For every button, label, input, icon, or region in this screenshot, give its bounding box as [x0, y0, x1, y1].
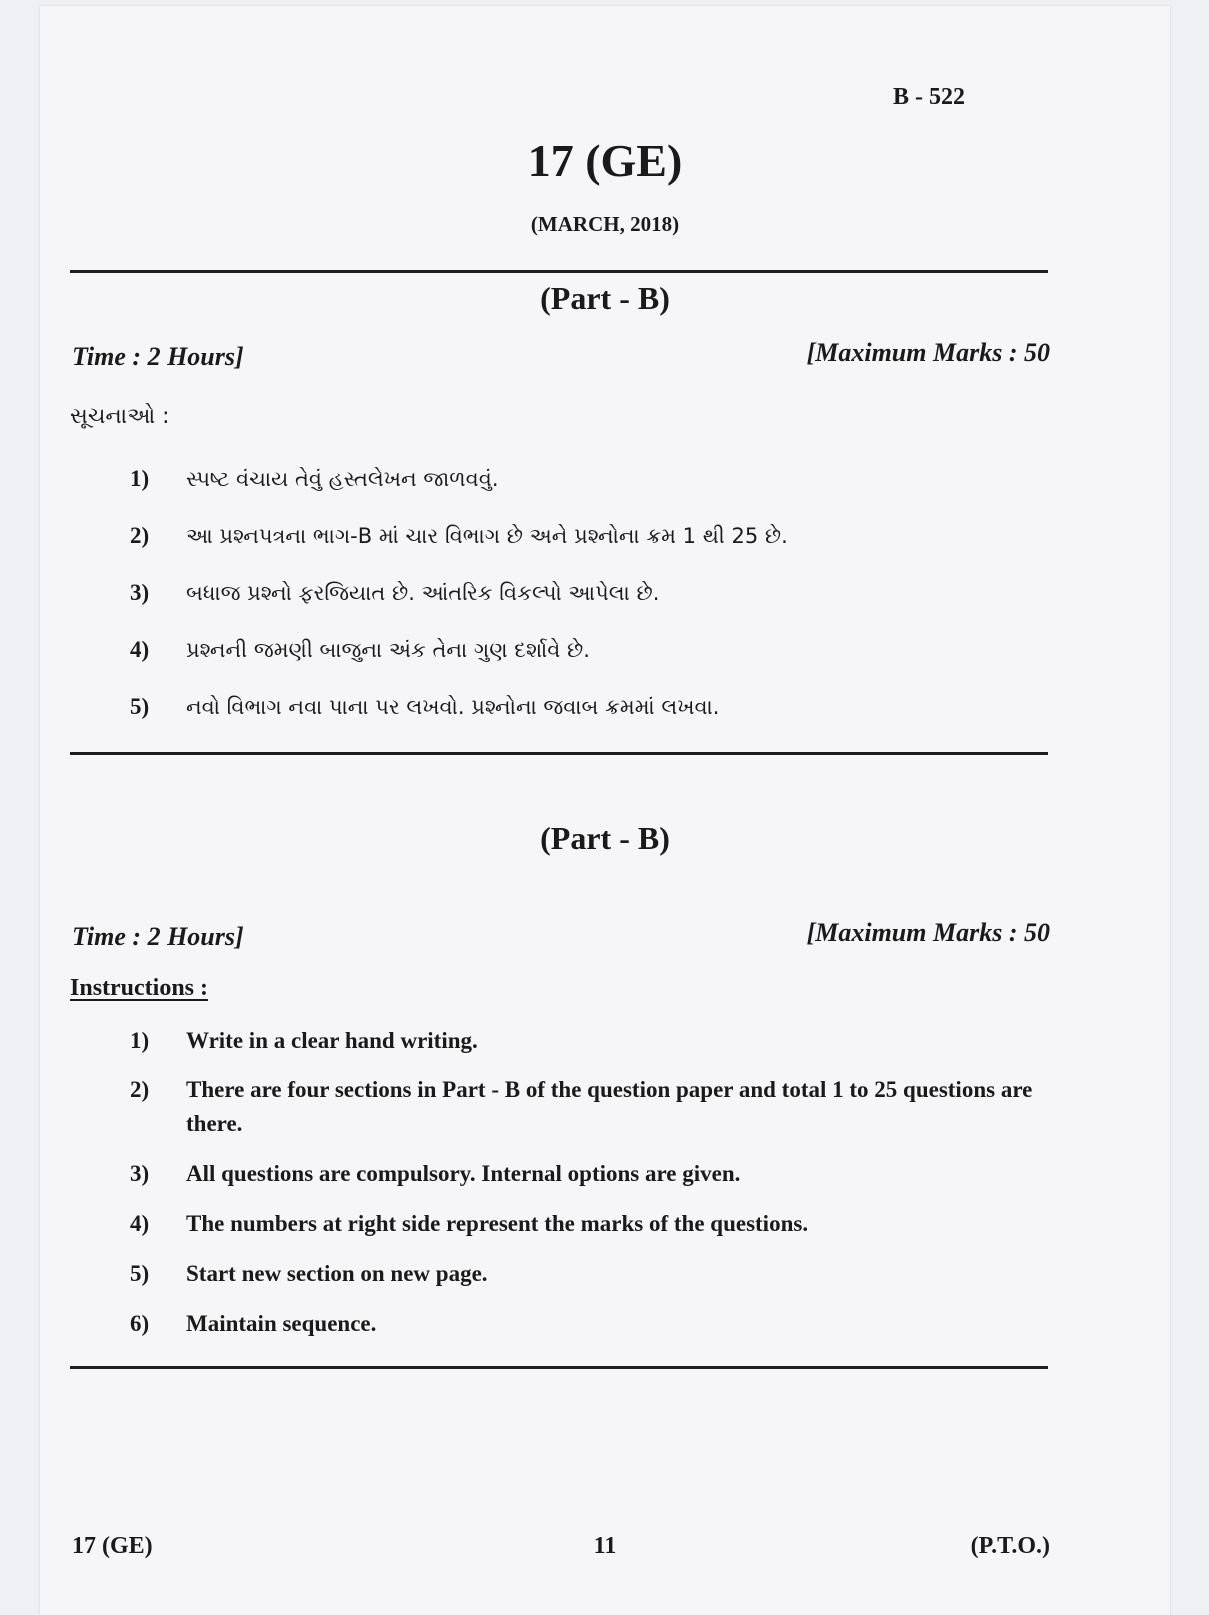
item-text: નવો વિભાગ નવા પાના પર લખવો. પ્રશ્નોના જવાબ ક્રમમાં લખવા. [186, 695, 720, 719]
footer-pto: (P.T.O.) [970, 1533, 1050, 1559]
divider [70, 1366, 1048, 1369]
divider [70, 270, 1048, 273]
footer-subject-code: 17 (GE) [72, 1533, 153, 1559]
item-number: 3) [130, 1161, 150, 1186]
instruction-item [130, 462, 1060, 496]
item-number: 4) [130, 637, 150, 662]
instruction-item [130, 1307, 1060, 1341]
item-number: 1) [130, 466, 150, 491]
item-number: 2) [130, 1077, 150, 1102]
item-text: Maintain sequence. [186, 1311, 377, 1336]
item-number: 2) [130, 523, 150, 548]
instruction-item [130, 1257, 1060, 1291]
exam-date: (MARCH, 2018) [530, 212, 680, 236]
item-number: 4) [130, 1211, 150, 1236]
item-text: There are four sections in Part - B of the question paper and total 1 to 25 questions are there. [186, 1077, 1033, 1136]
instruction-item [130, 519, 1060, 553]
max-marks-english: [Maximum Marks : 50 [806, 918, 1050, 947]
item-text: પ્રશ્નની જમણી બાજુના અંક તેના ગુણ દર્શાવે છે. [186, 638, 590, 662]
part-heading-english: (Part - B) [540, 820, 670, 856]
divider [70, 752, 1048, 755]
item-number: 5) [130, 694, 150, 719]
instruction-item [130, 1073, 1060, 1141]
instructions-label-english: Instructions : [70, 975, 209, 1001]
subject-title: 17 (GE) [527, 135, 683, 186]
instruction-item [130, 1207, 1060, 1241]
item-text: The numbers at right side represent the marks of the questions. [186, 1211, 809, 1236]
item-text: All questions are compulsory. Internal options are given. [186, 1161, 741, 1186]
item-text: Write in a clear hand writing. [186, 1028, 478, 1053]
item-number: 3) [130, 580, 150, 605]
instruction-item [130, 633, 1060, 667]
part-heading-gujarati: (Part - B) [540, 280, 670, 316]
instruction-item [130, 1024, 1060, 1058]
page-number: 11 [593, 1533, 617, 1559]
exam-page [40, 6, 1170, 1615]
instruction-item [130, 690, 1060, 724]
item-text: સ્પષ્ટ વંચાય તેવું હસ્તલેખન જાળવવું. [186, 467, 499, 491]
item-text: આ પ્રશ્નપત્રના ભાગ-B માં ચાર વિભાગ છે અને પ્રશ્નોના ક્રમ 1 થી 25 છે. [186, 524, 788, 548]
item-text: બધાજ પ્રશ્નો ફરજિયાત છે. આંતરિક વિકલ્પો આપેલા છે. [186, 581, 660, 605]
item-number: 5) [130, 1261, 150, 1286]
instruction-item [130, 576, 1060, 610]
time-label-english: Time : 2 Hours] [72, 922, 244, 951]
paper-code: B - 522 [893, 84, 965, 110]
item-number: 1) [130, 1028, 150, 1053]
time-label-gujarati: Time : 2 Hours] [72, 342, 244, 371]
item-text: Start new section on new page. [186, 1261, 488, 1286]
instruction-item [130, 1157, 1060, 1191]
max-marks-gujarati: [Maximum Marks : 50 [806, 338, 1050, 367]
item-number: 6) [130, 1311, 150, 1336]
instructions-label-gujarati: સૂચનાઓ : [70, 404, 170, 429]
